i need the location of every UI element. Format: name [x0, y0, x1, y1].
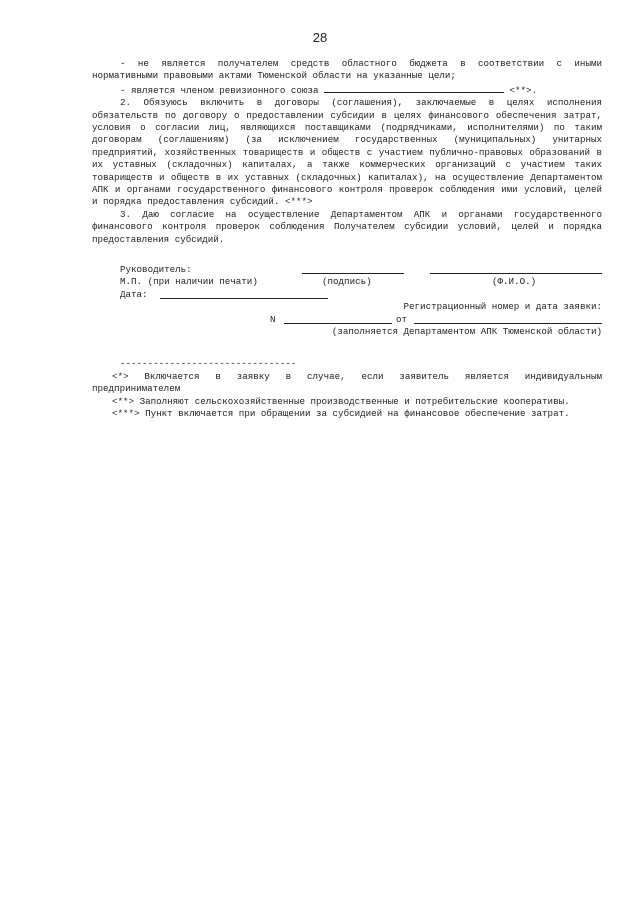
- registration-row: [92, 301, 602, 313]
- registration-number-row: [92, 314, 602, 326]
- item-2-contracts: 2. Обязуюсь включить в договоры (соглашения), заключаемые в целях исполнения обязательств по договору о предоставлении субсидии в целях финансового обеспечения затрат, условия о согласии лиц, являющихся поставщиками (подрядчиками, исполнителями) по таким договорам (соглашениям) (за исключением государственных (муниципальных) унитарных предприятий, хозяйственных товариществ и обществ с участием публично-правовых образований в их уставных (складочных) капиталах, а также коммерческих организаций с участием таких товариществ и обществ в их уставных (складочных) капиталах), на осуществление Департаментом АПК и органами государственного финансового контроля проверок соблюдения ими условий, целей и порядка предоставления субсидий. <***>: [92, 97, 602, 208]
- item-not-recipient: - не является получателем средств областного бюджета в соответствии с иными нормативными правовыми актами Тюменской области на указанные цели;: [92, 58, 602, 82]
- registration-label: Регистрационный номер и дата заявки:: [403, 301, 602, 313]
- registration-date-blank: [414, 314, 602, 324]
- audit-union-blank: [324, 83, 504, 93]
- number-blank: [284, 314, 392, 324]
- signature-caption: (подпись): [322, 276, 372, 288]
- audit-union-label: - является членом ревизионного союза: [120, 84, 319, 96]
- from-label: от: [396, 313, 408, 325]
- number-prefix: N: [270, 313, 276, 325]
- document-body: [92, 58, 602, 420]
- footnote-2: <**> Заполняют сельскохозяйственные производственные и потребительские кооперативы.: [112, 395, 570, 407]
- signature-block: [92, 264, 602, 338]
- fio-blank: [430, 264, 602, 274]
- page-number: 28: [312, 30, 328, 45]
- audit-union-suffix: <**>.: [509, 84, 538, 96]
- date-row: [92, 289, 602, 301]
- fio-caption: (Ф.И.О.): [492, 276, 537, 288]
- fill-note-row: [92, 326, 602, 338]
- signature-caption-row: [92, 276, 602, 288]
- date-blank: [160, 289, 328, 299]
- fill-note: (заполняется Департаментом АПК Тюменской области): [331, 326, 602, 338]
- item-3-consent: 3. Даю согласие на осуществление Департаментом АПК и органами государственного финансового контроля проверок соблюдения Получателем субсидии условий, целей и порядка предоставления субсидий.: [92, 208, 602, 245]
- footnote-1: <*> Включается в заявку в случае, если заявитель является индивидуальным предпринимателем: [92, 370, 602, 395]
- footnote-rule: --------------------------------: [120, 358, 297, 370]
- footnote-3: <***> Пункт включается при обращении за субсидией на финансовое обеспечение затрат.: [112, 408, 570, 420]
- date-label: Дата:: [120, 288, 148, 300]
- signature-row: [92, 264, 602, 276]
- signature-blank: [302, 264, 404, 274]
- head-label: Руководитель:: [120, 264, 192, 276]
- stamp-label: М.П. (при наличии печати): [120, 276, 258, 288]
- item-audit-union: [92, 83, 602, 97]
